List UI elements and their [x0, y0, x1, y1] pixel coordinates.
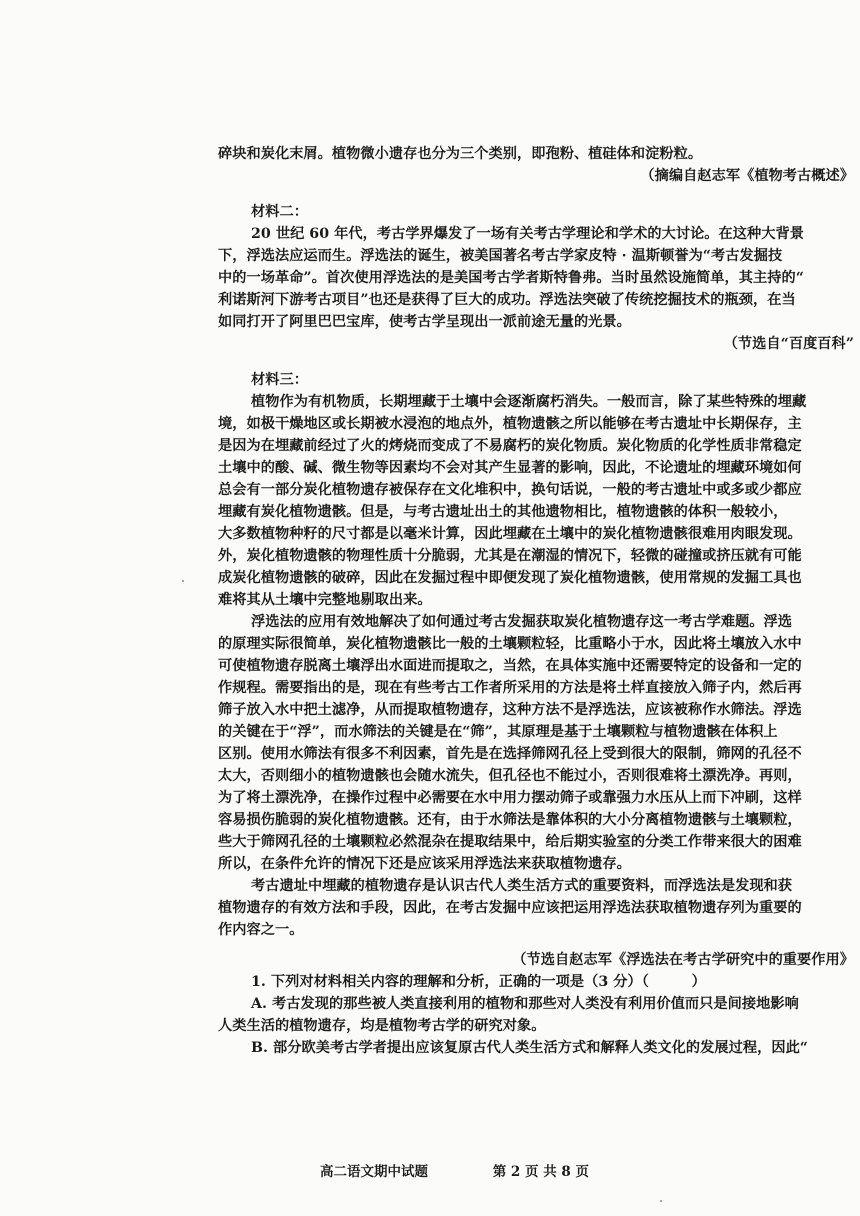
text-line: 作内容之一。: [218, 922, 304, 938]
text-line: 中的一场革命”。首次使用浮选法的是美国考古学者斯特鲁弗。当时虽然设施简单，其主持的“: [218, 270, 804, 286]
text-line: 埋藏有炭化植物遗骸。但是，与考古遗址出土的其他遗物相比，植物遗骸的体积一般较小，: [218, 504, 788, 520]
text-line: 境，如极干燥地区或长期被水浸泡的地点外，植物遗骸之所以能够在考古遗址中长期保存，主: [218, 416, 802, 432]
text-line: 太大，否则细小的植物遗骸也会随水流失，但孔径也不能过小，否则很难将土漂洗净。再则，: [218, 768, 802, 784]
text-line: 利诺斯河下游考古项目”也还是获得了巨大的成功。浮选法突破了传统挖掘技术的瓶颈，在当: [218, 292, 796, 308]
option-a: [218, 993, 860, 1037]
material3-source: （节选自赵志军《浮选法在考古学研究中的重要作用》: [512, 952, 854, 968]
material3-paragraph-3: [218, 875, 860, 941]
scan-speck: [660, 1200, 662, 1202]
page-footer: [320, 1160, 680, 1180]
exam-title: 高二语文期中试题: [320, 1164, 428, 1180]
text-line: B. 部分欧美考古学者提出应该复原古代人类生活方式和解释人类文化的发展过程，因此“: [251, 1040, 809, 1056]
material1-tail: [218, 143, 860, 165]
text-line: 所以，在条件允许的情况下还是应该采用浮选法来获取植物遗存。: [218, 856, 631, 872]
text-line: 筛子放入水中把土滤净，从而提取植物遗存，这种方法不是浮选法，应该被称作水筛法。浮选: [218, 702, 802, 718]
scan-speck: [182, 580, 184, 582]
material3-heading: 材料三：: [251, 372, 308, 388]
material1-source: （摘编自赵志军《植物考古概述》: [640, 168, 854, 184]
text-line: 容易损伤脆弱的炭化植物遗骸。还有，由于水筛法是靠体积的大小分离植物遗骸与土壤颗粒，: [218, 812, 802, 828]
text-line: 区别。使用水筛法有很多不利因素，首先是在选择筛网孔径上受到很大的限制，筛网的孔径不: [218, 746, 802, 762]
text-line: 的关键在于“浮”，而水筛法的关键是在“筛”，其原理是基于土壤颗粒与植物遗骸在体积上: [218, 724, 778, 740]
text-line: 考古遗址中埋藏的植物遗存是认识古代人类生活方式的重要资料，而浮选法是发现和获: [251, 878, 793, 894]
text-line: 些大于筛网孔径的土壤颗粒必然混杂在提取结果中，给后期实验室的分类工作带来很大的困难: [218, 834, 802, 850]
question-1: [218, 971, 860, 993]
text-line: 如同打开了阿里巴巴宝库，使考古学呈现出一派前途无量的光景。: [218, 314, 631, 330]
text-line: A. 考古发现的那些被人类直接利用的植物和那些对人类没有利用价值而只是间接地影响: [251, 996, 799, 1012]
material3-paragraph-1: [218, 391, 860, 611]
page-number: 第 2 页 共 8 页: [492, 1164, 589, 1180]
text-line: 20 世纪 60 年代，考古学界爆发了一场有关考古学理论和学术的大讨论。在这种大背景: [251, 226, 804, 242]
text-line: 人类生活的植物遗存，均是植物考古学的研究对象。: [218, 1018, 546, 1034]
text-line: 总会有一部分炭化植物遗存被保存在文化堆积中，换句话说，一般的考古遗址中或多或少都应: [218, 482, 802, 498]
text-line: 作规程。需要指出的是，现在有些考古工作者所采用的方法是将土样直接放入筛子内，然后再: [218, 680, 802, 696]
text-line: 土壤中的酸、碱、微生物等因素均不会对其产生显著的影响，因此，不论遗址的埋藏环境如何: [218, 460, 802, 476]
text-line: 下，浮选法应运而生。浮选法的诞生，被美国著名考古学家皮特 · 温斯顿誉为“考古发掘技: [218, 248, 783, 264]
text-line: 1. 下列对材料相关内容的理解和分析，正确的一项是（3 分）（ ）: [251, 974, 706, 990]
text-line: 植物遗存的有效方法和手段，因此，在考古发掘中应该把运用浮选法获取植物遗存列为重要的: [218, 900, 802, 916]
text-line: 是因为在埋藏前经过了火的烤烧而变成了不易腐朽的炭化物质。炭化物质的化学性质非常稳定: [218, 438, 802, 454]
material2-source: （节选自“百度百科”: [723, 336, 854, 352]
text-line: 外，炭化植物遗骸的物理性质十分脆弱，尤其是在潮湿的情况下，轻微的碰撞或挤压就有可能: [218, 548, 802, 564]
page-content: [218, 143, 860, 1059]
text-line: 浮选法的应用有效地解决了如何通过考古发掘获取炭化植物遗存这一考古学难题。浮选: [251, 614, 793, 630]
text-line: 成炭化植物遗骸的破碎，因此在发掘过程中即便发现了炭化植物遗骸，使用常规的发掘工具也: [218, 570, 802, 586]
text-line: 植物作为有机物质，长期埋藏于土壤中会逐渐腐朽消失。一般而言，除了某些特殊的埋藏: [251, 394, 807, 410]
text-line: 的原理实际很简单，炭化植物遗骸比一般的土壤颗粒轻，比重略小于水，因此将土壤放入水中: [218, 636, 802, 652]
option-b: [218, 1037, 860, 1059]
text-line: 为了将土漂洗净，在操作过程中必需要在水中用力摆动筛子或靠强力水压从上而下冲刷，这样: [218, 790, 802, 806]
text-line: 难将其从土壤中完整地剔取出来。: [218, 592, 432, 608]
material2-body: [218, 223, 860, 333]
material3-paragraph-2: [218, 611, 860, 875]
material2-heading: 材料二：: [251, 204, 308, 220]
text-line: 大多数植物种籽的尺寸都是以毫米计算，因此埋藏在土壤中的炭化植物遗骸很难用肉眼发现。: [218, 526, 802, 542]
text-line: 碎块和炭化末屑。植物微小遗存也分为三个类别，即孢粉、植硅体和淀粉粒。: [218, 146, 703, 162]
text-line: 可使植物遗存脱离土壤浮出水面进而提取之，当然，在具体实施中还需要特定的设备和一定的: [218, 658, 802, 674]
